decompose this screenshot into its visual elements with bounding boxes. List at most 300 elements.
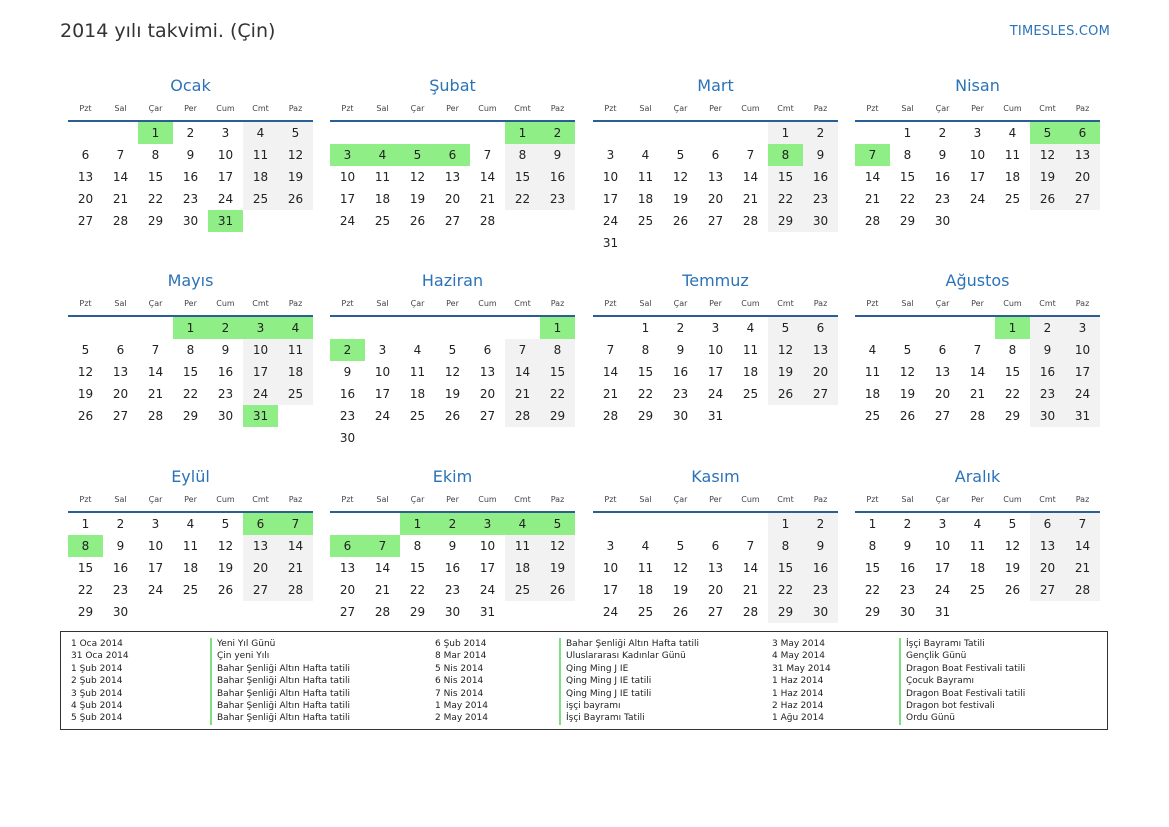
day-cell: 19: [899, 387, 916, 401]
day-cell: 19: [672, 192, 689, 206]
day-grid: [855, 317, 1100, 427]
day-cell: 11: [182, 539, 199, 553]
weekday-label: Per: [184, 104, 197, 113]
weekday-label: Çar: [935, 299, 950, 308]
day-cell: 7: [151, 343, 160, 357]
day-cell: 18: [278, 361, 313, 383]
day-cell: 25: [742, 387, 759, 401]
day-cell: 17: [339, 192, 356, 206]
empty-cell: [663, 513, 698, 535]
weekday-label: Per: [184, 299, 197, 308]
day-cell: 10: [479, 539, 496, 553]
day-cell: 18: [243, 166, 278, 188]
day-cell: 1: [81, 517, 90, 531]
empty-cell: [400, 122, 435, 144]
day-cell: 9: [938, 148, 947, 162]
day-cell: 26: [1030, 188, 1065, 210]
day-cell: 22: [540, 383, 575, 405]
day-cell: 7: [606, 343, 615, 357]
day-cell: 18: [505, 557, 540, 579]
day-cell: 4: [641, 148, 650, 162]
day-cell: 20: [339, 583, 356, 597]
weekday-label: Cmt: [777, 495, 794, 504]
day-cell: 28: [147, 409, 164, 423]
weekday-header: [855, 297, 1100, 311]
day-cell: 5: [676, 148, 685, 162]
holiday-date: 4 Şub 2014: [71, 701, 123, 712]
day-cell: 30: [803, 601, 838, 623]
weekday-header: [68, 102, 313, 116]
holiday-day-cell: 6: [330, 535, 365, 557]
day-cell: 9: [903, 539, 912, 553]
day-cell: 31: [1065, 405, 1100, 427]
day-cell: 27: [479, 409, 496, 423]
holiday-date: 1 Haz 2014: [772, 688, 824, 699]
day-cell: 6: [81, 148, 90, 162]
day-cell: 31: [934, 605, 951, 619]
day-cell: 22: [864, 583, 881, 597]
day-cell: 16: [899, 561, 916, 575]
day-cell: 28: [742, 605, 759, 619]
weekday-label: Cum: [216, 495, 235, 504]
empty-cell: [855, 122, 890, 144]
holiday-date: 1 May 2014: [435, 701, 488, 712]
holiday-name: Bahar Şenliği Altın Hafta tatili: [559, 638, 699, 650]
empty-cell: [103, 122, 138, 144]
day-grid: [593, 513, 838, 623]
day-cell: 1: [903, 126, 912, 140]
day-cell: 17: [707, 365, 724, 379]
day-cell: 27: [707, 214, 724, 228]
day-cell: 28: [742, 214, 759, 228]
day-cell: 26: [77, 409, 94, 423]
day-cell: 27: [77, 214, 94, 228]
month-block: [855, 267, 1100, 427]
empty-cell: [470, 317, 505, 339]
day-cell: 4: [868, 343, 877, 357]
day-cell: 4: [186, 517, 195, 531]
month-block: [68, 463, 313, 623]
day-cell: 12: [768, 339, 803, 361]
day-cell: 19: [768, 361, 803, 383]
day-cell: 13: [112, 365, 129, 379]
holiday-day-cell: 8: [768, 144, 803, 166]
empty-cell: [365, 317, 400, 339]
weekday-label: Per: [971, 495, 984, 504]
day-cell: 6: [711, 148, 720, 162]
day-cell: 18: [409, 387, 426, 401]
day-cell: 13: [479, 365, 496, 379]
day-cell: 20: [934, 387, 951, 401]
day-cell: 13: [707, 561, 724, 575]
day-grid: [68, 122, 313, 232]
day-cell: 13: [934, 365, 951, 379]
weekday-label: Cum: [478, 104, 497, 113]
weekday-label: Paz: [550, 299, 565, 308]
day-cell: 5: [676, 539, 685, 553]
day-cell: 16: [1030, 361, 1065, 383]
day-grid: [330, 122, 575, 232]
day-cell: 6: [116, 343, 125, 357]
day-cell: 11: [969, 539, 986, 553]
day-cell: 26: [217, 583, 234, 597]
brand-link[interactable]: TIMESLES.COM: [1009, 24, 1110, 39]
holiday-date: 2 Haz 2014: [772, 701, 824, 712]
day-cell: 17: [934, 561, 951, 575]
weekday-label: Cmt: [514, 299, 531, 308]
day-cell: 28: [602, 409, 619, 423]
day-cell: 11: [1004, 148, 1021, 162]
weekday-label: Cmt: [777, 299, 794, 308]
holiday-day-cell: 2: [435, 513, 470, 535]
day-cell: 28: [969, 409, 986, 423]
holiday-day-cell: 4: [505, 513, 540, 535]
day-cell: 12: [672, 170, 689, 184]
day-cell: 13: [77, 170, 94, 184]
weekday-header: [855, 493, 1100, 507]
weekday-label: Per: [709, 299, 722, 308]
empty-cell: [698, 513, 733, 535]
day-cell: 15: [540, 361, 575, 383]
day-cell: 17: [243, 361, 278, 383]
day-cell: 28: [278, 579, 313, 601]
day-cell: 14: [374, 561, 391, 575]
day-cell: 6: [1030, 513, 1065, 535]
holiday-name: Bahar Şenliği Altın Hafta tatili: [210, 663, 350, 675]
day-cell: 26: [768, 383, 803, 405]
day-cell: 23: [934, 192, 951, 206]
holiday-day-cell: 3: [330, 144, 365, 166]
day-cell: 22: [768, 579, 803, 601]
day-cell: 20: [77, 192, 94, 206]
day-cell: 16: [112, 561, 129, 575]
day-cell: 11: [505, 535, 540, 557]
day-cell: 16: [217, 365, 234, 379]
weekday-label: Sal: [376, 299, 389, 308]
day-cell: 27: [1065, 188, 1100, 210]
day-cell: 2: [186, 126, 195, 140]
day-cell: 21: [278, 557, 313, 579]
day-cell: 15: [864, 561, 881, 575]
holiday-name: Qing Ming J IE tatili: [559, 688, 699, 700]
day-cell: 21: [864, 192, 881, 206]
holiday-day-cell: 1: [505, 122, 540, 144]
day-cell: 5: [448, 343, 457, 357]
day-cell: 14: [742, 561, 759, 575]
holiday-day-cell: 5: [400, 144, 435, 166]
holiday-day-cell: 5: [540, 513, 575, 535]
day-cell: 13: [339, 561, 356, 575]
day-cell: 14: [742, 170, 759, 184]
day-cell: 23: [182, 192, 199, 206]
day-cell: 21: [969, 387, 986, 401]
weekday-label: Çar: [410, 495, 425, 504]
day-cell: 9: [448, 539, 457, 553]
day-cell: 26: [899, 409, 916, 423]
holiday-date: 8 Mar 2014: [435, 651, 487, 662]
holiday-legend: [60, 631, 1108, 730]
holiday-date: 6 Nis 2014: [435, 676, 484, 687]
day-cell: 5: [1008, 517, 1017, 531]
holiday-name: Bahar Şenliği Altın Hafta tatili: [210, 675, 350, 687]
holiday-date: 31 Oca 2014: [71, 651, 129, 662]
day-cell: 2: [903, 517, 912, 531]
day-cell: 17: [479, 561, 496, 575]
day-cell: 25: [374, 214, 391, 228]
weekday-label: Pzt: [341, 495, 354, 504]
day-cell: 7: [746, 148, 755, 162]
day-cell: 15: [505, 166, 540, 188]
day-cell: 7: [1065, 513, 1100, 535]
day-cell: 10: [602, 170, 619, 184]
weekday-label: Paz: [1075, 495, 1090, 504]
weekday-label: Paz: [550, 104, 565, 113]
empty-cell: [628, 122, 663, 144]
day-cell: 10: [707, 343, 724, 357]
day-cell: 16: [803, 557, 838, 579]
weekday-label: Cum: [1003, 495, 1022, 504]
day-cell: 10: [1065, 339, 1100, 361]
legend-dates-column: [71, 638, 129, 725]
month-block: [330, 267, 575, 449]
holiday-date: 3 Şub 2014: [71, 688, 123, 699]
day-cell: 2: [803, 513, 838, 535]
holiday-date: 1 Oca 2014: [71, 639, 123, 649]
holiday-day-cell: 6: [435, 144, 470, 166]
day-cell: 28: [374, 605, 391, 619]
weekday-label: Cum: [1003, 299, 1022, 308]
day-cell: 13: [444, 170, 461, 184]
empty-cell: [593, 513, 628, 535]
weekday-label: Çar: [673, 299, 688, 308]
day-cell: 10: [243, 339, 278, 361]
day-cell: 8: [540, 339, 575, 361]
day-cell: 11: [374, 170, 391, 184]
weekday-label: Per: [446, 104, 459, 113]
day-cell: 13: [707, 170, 724, 184]
weekday-label: Cmt: [514, 104, 531, 113]
day-cell: 18: [182, 561, 199, 575]
day-cell: 19: [1004, 561, 1021, 575]
day-cell: 15: [899, 170, 916, 184]
day-cell: 18: [637, 192, 654, 206]
holiday-name: Yeni Yıl Günü: [210, 638, 350, 650]
page-title: 2014 yılı takvimi. (Çin): [60, 20, 276, 42]
day-cell: 3: [221, 126, 230, 140]
day-cell: 8: [768, 535, 803, 557]
day-cell: 24: [934, 583, 951, 597]
weekday-label: Paz: [813, 299, 828, 308]
day-cell: 9: [540, 144, 575, 166]
holiday-date: 5 Şub 2014: [71, 713, 123, 724]
day-cell: 14: [969, 365, 986, 379]
day-cell: 9: [221, 343, 230, 357]
day-cell: 18: [1004, 170, 1021, 184]
day-cell: 30: [339, 431, 356, 445]
day-cell: 16: [182, 170, 199, 184]
day-grid: [593, 317, 838, 427]
day-cell: 1: [868, 517, 877, 531]
weekday-header: [330, 102, 575, 116]
holiday-name: Qing Ming J IE tatili: [559, 675, 699, 687]
day-cell: 24: [707, 387, 724, 401]
holiday-name: İşçi Bayramı Tatili: [559, 712, 699, 724]
weekday-label: Paz: [1075, 299, 1090, 308]
empty-cell: [733, 122, 768, 144]
day-cell: 7: [505, 339, 540, 361]
holiday-day-cell: 4: [365, 144, 400, 166]
holiday-date: 3 May 2014: [772, 639, 825, 649]
legend-dates-column: [772, 638, 831, 725]
holiday-day-cell: 1: [400, 513, 435, 535]
day-cell: 8: [505, 144, 540, 166]
day-cell: 6: [483, 343, 492, 357]
month-name: Nisan: [955, 76, 1000, 95]
weekday-label: Çar: [935, 104, 950, 113]
empty-cell: [628, 513, 663, 535]
day-cell: 10: [374, 365, 391, 379]
weekday-label: Cmt: [252, 495, 269, 504]
day-cell: 9: [116, 539, 125, 553]
weekday-label: Pzt: [604, 299, 617, 308]
weekday-label: Sal: [639, 104, 652, 113]
day-cell: 20: [803, 361, 838, 383]
day-cell: 24: [602, 214, 619, 228]
day-cell: 9: [1030, 339, 1065, 361]
day-cell: 18: [374, 192, 391, 206]
day-cell: 27: [339, 605, 356, 619]
day-cell: 27: [112, 409, 129, 423]
empty-cell: [593, 317, 628, 339]
day-cell: 21: [374, 583, 391, 597]
empty-cell: [330, 122, 365, 144]
day-cell: 26: [1004, 583, 1021, 597]
day-cell: 26: [278, 188, 313, 210]
day-cell: 26: [672, 605, 689, 619]
day-cell: 20: [1065, 166, 1100, 188]
legend-names-column: [559, 638, 699, 725]
holiday-day-cell: 8: [68, 535, 103, 557]
weekday-label: Sal: [114, 495, 127, 504]
day-cell: 12: [409, 170, 426, 184]
weekday-label: Paz: [813, 495, 828, 504]
day-cell: 5: [221, 517, 230, 531]
day-cell: 21: [742, 192, 759, 206]
month-name: Haziran: [421, 271, 484, 290]
empty-cell: [365, 122, 400, 144]
day-cell: 29: [182, 409, 199, 423]
weekday-label: Cum: [216, 104, 235, 113]
day-cell: 23: [899, 583, 916, 597]
weekday-label: Cmt: [514, 495, 531, 504]
day-cell: 27: [444, 214, 461, 228]
month-name: Aralık: [954, 467, 1001, 486]
day-cell: 17: [602, 192, 619, 206]
day-cell: 2: [116, 517, 125, 531]
weekday-label: Pzt: [604, 104, 617, 113]
empty-cell: [470, 122, 505, 144]
holiday-date: 2 May 2014: [435, 713, 488, 724]
day-cell: 8: [903, 148, 912, 162]
day-cell: 22: [899, 192, 916, 206]
day-cell: 25: [182, 583, 199, 597]
day-cell: 22: [409, 583, 426, 597]
day-cell: 3: [973, 126, 982, 140]
day-cell: 20: [243, 557, 278, 579]
day-cell: 16: [339, 387, 356, 401]
day-cell: 19: [77, 387, 94, 401]
day-cell: 14: [602, 365, 619, 379]
day-cell: 12: [540, 535, 575, 557]
day-cell: 29: [409, 605, 426, 619]
weekday-label: Per: [709, 495, 722, 504]
weekday-header: [330, 297, 575, 311]
day-cell: 15: [1004, 365, 1021, 379]
empty-cell: [663, 122, 698, 144]
holiday-date: 6 Şub 2014: [435, 639, 487, 649]
day-cell: 2: [1030, 317, 1065, 339]
holiday-day-cell: 7: [365, 535, 400, 557]
day-cell: 27: [934, 409, 951, 423]
weekday-label: Cmt: [252, 299, 269, 308]
month-block: [593, 463, 838, 623]
weekday-label: Çar: [935, 495, 950, 504]
day-cell: 30: [112, 605, 129, 619]
day-cell: 13: [1065, 144, 1100, 166]
weekday-label: Cum: [741, 104, 760, 113]
day-cell: 4: [413, 343, 422, 357]
weekday-label: Sal: [114, 104, 127, 113]
day-cell: 6: [711, 539, 720, 553]
weekday-label: Cum: [1003, 104, 1022, 113]
day-cell: 19: [217, 561, 234, 575]
empty-cell: [138, 317, 173, 339]
holiday-day-cell: 1: [173, 317, 208, 339]
day-cell: 31: [707, 409, 724, 423]
holiday-name: Bahar Şenliği Altın Hafta tatili: [210, 700, 350, 712]
weekday-label: Pzt: [341, 104, 354, 113]
holiday-name: İşçi Bayramı Tatili: [899, 638, 1025, 650]
day-cell: 30: [899, 605, 916, 619]
holiday-date: 4 May 2014: [772, 651, 825, 662]
holiday-date: 1 Şub 2014: [71, 663, 123, 674]
day-cell: 16: [672, 365, 689, 379]
month-name: Kasım: [691, 467, 740, 486]
month-block: [855, 72, 1100, 232]
day-grid: [330, 513, 575, 623]
day-cell: 3: [606, 148, 615, 162]
weekday-label: Cum: [741, 299, 760, 308]
empty-cell: [400, 317, 435, 339]
day-cell: 24: [217, 192, 234, 206]
holiday-name: işçi bayramı: [559, 700, 699, 712]
day-cell: 10: [969, 148, 986, 162]
day-cell: 25: [637, 605, 654, 619]
day-cell: 30: [803, 210, 838, 232]
day-cell: 22: [77, 583, 94, 597]
day-cell: 21: [112, 192, 129, 206]
weekday-label: Cmt: [1039, 299, 1056, 308]
day-cell: 19: [1030, 166, 1065, 188]
day-cell: 16: [934, 170, 951, 184]
holiday-day-cell: 2: [540, 122, 575, 144]
weekday-label: Çar: [410, 299, 425, 308]
day-cell: 5: [278, 122, 313, 144]
empty-cell: [330, 317, 365, 339]
weekday-label: Cum: [478, 299, 497, 308]
day-cell: 25: [864, 409, 881, 423]
empty-cell: [593, 122, 628, 144]
